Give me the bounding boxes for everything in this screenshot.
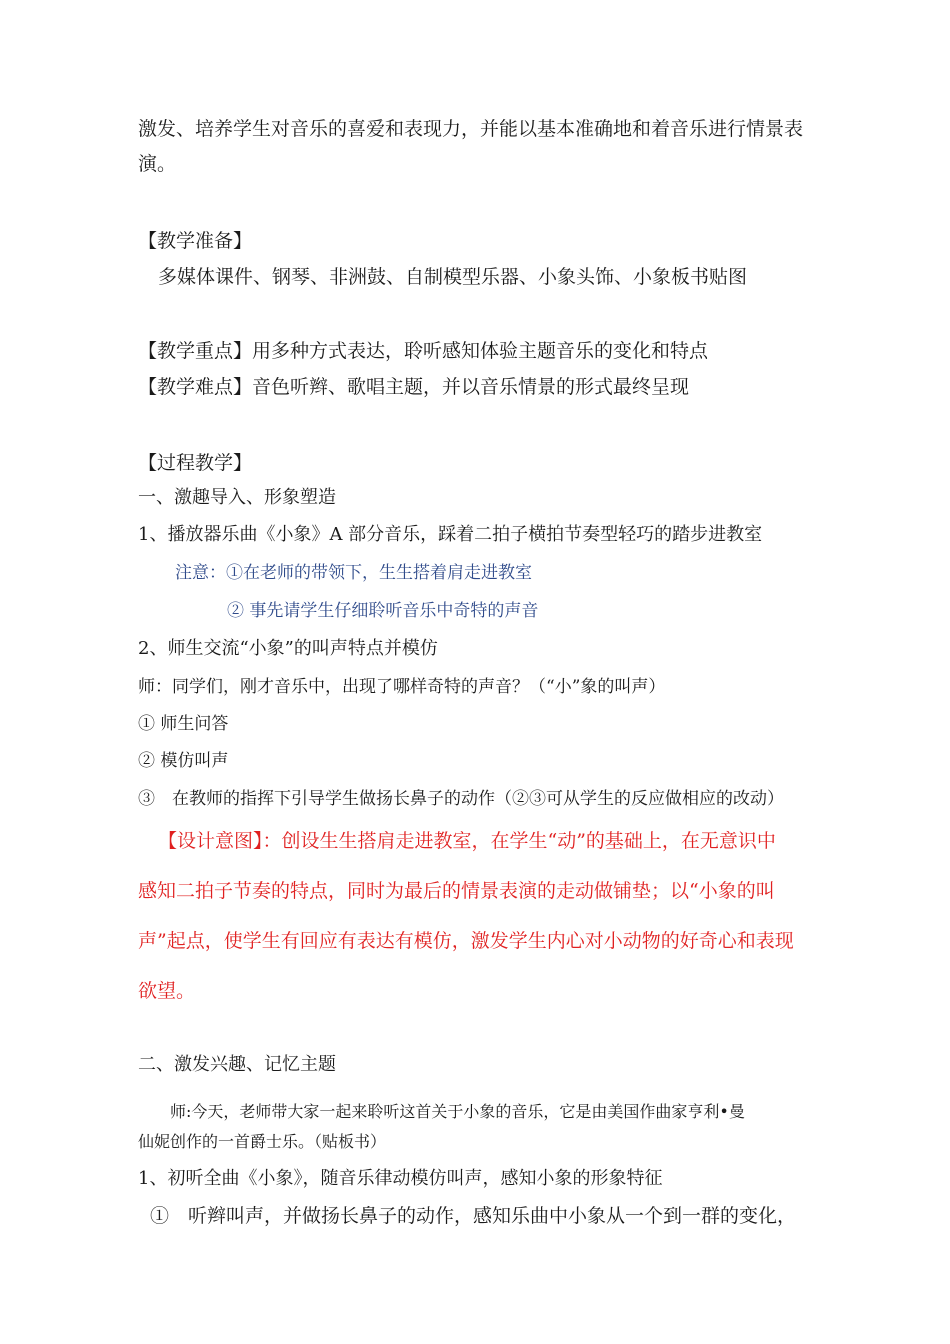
teacher-intro-line-2: 仙妮创作的一首爵士乐。（贴板书）	[138, 1132, 387, 1151]
key-point: 【教学重点】用多种方式表达，聆听感知体验主题音乐的变化和特点	[138, 340, 709, 362]
section-2-title: 二、激发兴趣、记忆主题	[138, 1054, 336, 1075]
intro-line-1: 激发、培养学生对音乐的喜爱和表现力，并能以基本准确地和着音乐进行情景表	[138, 118, 804, 140]
preparation-content: 多媒体课件、钢琴、非洲鼓、自制模型乐器、小象头饰、小象板书贴图	[158, 266, 748, 288]
step-3: 1、初听全曲《小象》，随音乐律动模仿叫声，感知小象的形象特征	[138, 1168, 663, 1189]
design-intent-line-1: 【设计意图】：创设生生搭肩走进教室，在学生“动”的基础上，在无意识中	[158, 830, 776, 852]
teacher-intro-line-1: 师:今天，老师带大家一起来聆听这首关于小象的音乐，它是由美国作曲家亨利•曼	[170, 1102, 745, 1121]
design-intent-line-3: 声”起点，使学生有回应有表达有模仿，激发学生内心对小动物的好奇心和表现	[138, 930, 794, 952]
teacher-question: 师：同学们，刚才音乐中，出现了哪样奇特的声音？（“小”象的叫声）	[138, 677, 666, 697]
sub-item-3: ③ 在教师的指挥下引导学生做扬长鼻子的动作（②③可从学生的反应做相应的改动）	[138, 789, 784, 809]
design-intent-line-2: 感知二拍子节奏的特点，同时为最后的情景表演的走动做铺垫；以“小象的叫	[138, 880, 775, 902]
sub-item-2: ② 模仿叫声	[138, 751, 229, 771]
difficulty: 【教学难点】音色听辫、歌唱主题，并以音乐情景的形式最终呈现	[138, 376, 690, 398]
process-heading: 【过程教学】	[138, 452, 253, 474]
section-1-title: 一、激趣导入、形象塑造	[138, 487, 336, 508]
note-2: ② 事先请学生仔细聆听音乐中奇特的声音	[227, 601, 539, 621]
step-3-sub-1: ① 听辫叫声，并做扬长鼻子的动作，感知乐曲中小象从一个到一群的变化，	[150, 1205, 797, 1227]
preparation-heading: 【教学准备】	[138, 230, 253, 252]
note-1: 注意：①在老师的带领下，生生搭着肩走进教室	[175, 563, 532, 583]
sub-item-1: ① 师生问答	[138, 714, 229, 734]
intro-line-2: 演。	[138, 153, 177, 175]
step-1: 1、播放器乐曲《小象》A 部分音乐，踩着二拍子横拍节奏型轻巧的踏步进教室	[138, 524, 763, 545]
step-2: 2、师生交流“小象”的叫声特点并模仿	[138, 638, 438, 659]
design-intent-line-4: 欲望。	[138, 980, 196, 1002]
